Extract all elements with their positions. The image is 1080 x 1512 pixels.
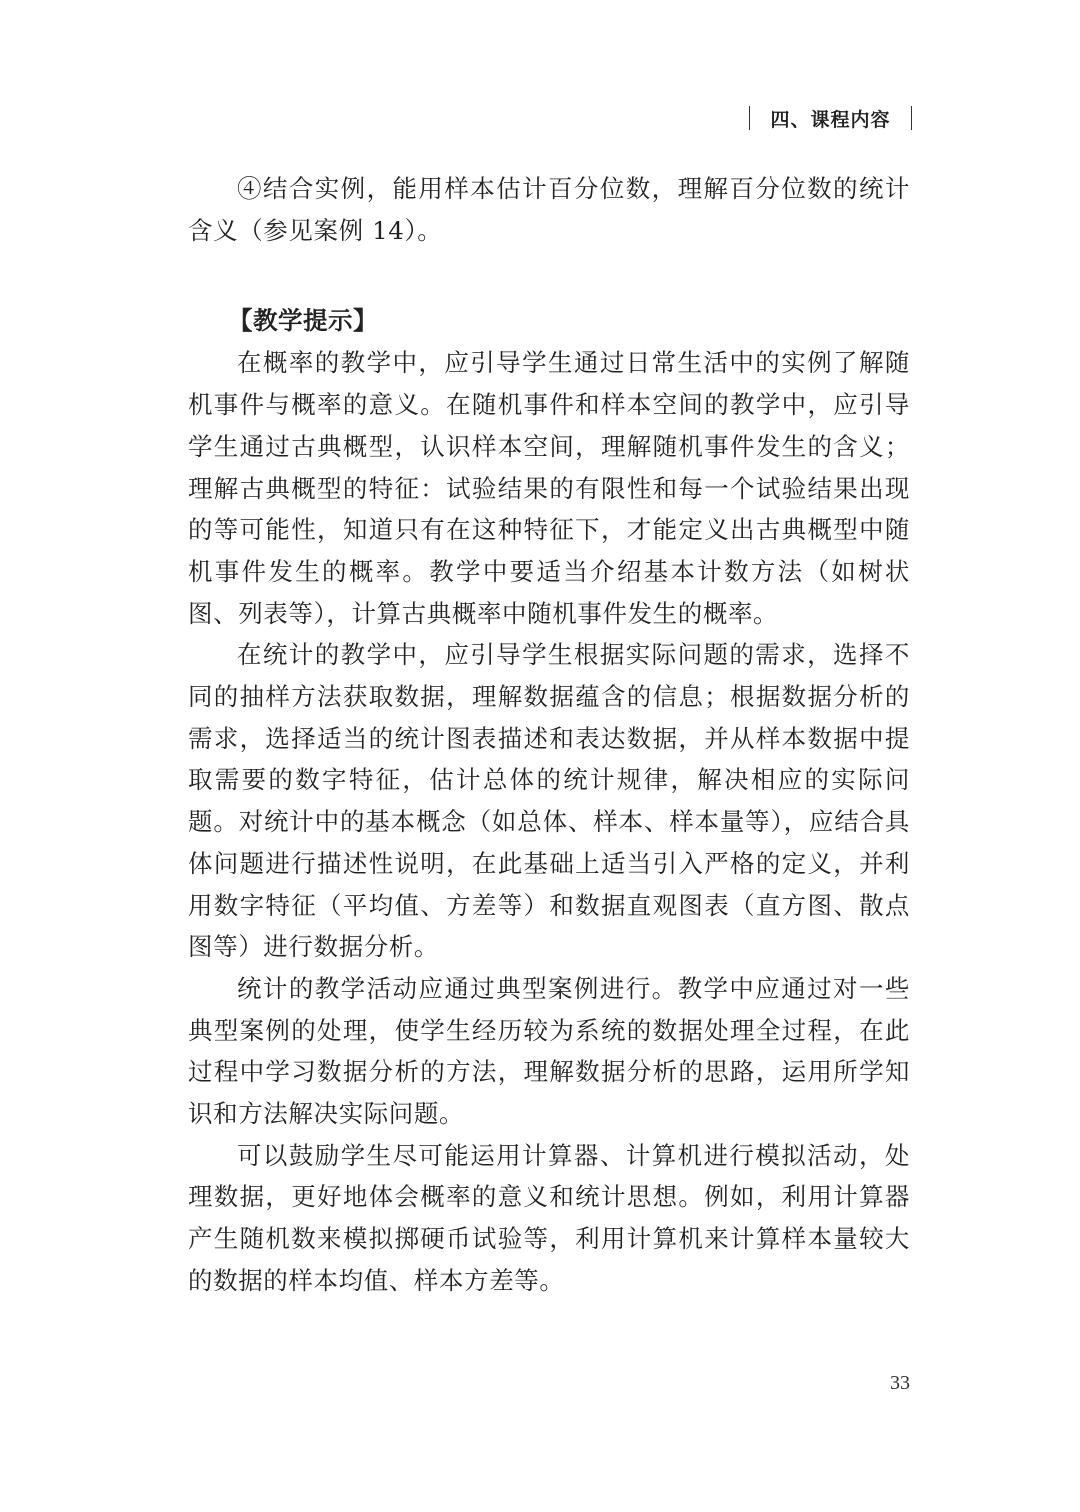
section-heading: 【教学提示】 (228, 306, 378, 336)
section-title: 四、课程内容 (770, 108, 891, 131)
page-number: 33 (890, 1372, 910, 1394)
running-header (749, 104, 912, 132)
paragraph-simulation: 可以鼓励学生尽可能运用计算器、计算机进行模拟活动，处理数据，更好地体会概率的意义和统计思想。例如，利用计算器产生随机数来模拟掷硬币试验等，利用计算机来计算样本量较大的数据的样本均值、样本方差等。 (188, 1140, 910, 1295)
intro-paragraph: ④结合实例，能用样本估计百分位数，理解百分位数的统计含义（参见案例 14）。 (188, 174, 910, 245)
page-body (188, 168, 910, 1302)
paragraph-probability: 在概率的教学中，应引导学生通过日常生活中的实例了解随机事件与概率的意义。在随机事件和样本空间的教学中，应引导学生通过古典概型，认识样本空间，理解随机事件发生的含义；理解古典概型的特征：试验结果的有限性和每一个试验结果出现的等可能性，知道只有在这种特征下，才能定义出古典概型中随机事件发生的概率。教学中要适当介绍基本计数方法（如树状图、列表等），计算古典概率中随机事件发生的概率。 (188, 348, 910, 628)
paragraph-case-study: 统计的教学活动应通过典型案例进行。教学中应通过对一些典型案例的处理，使学生经历较为系统的数据处理全过程，在此过程中学习数据分析的方法，理解数据分析的思路，运用所学知识和方法解决实际问题。 (188, 973, 910, 1129)
header-right-rule (911, 106, 913, 130)
paragraph-statistics: 在统计的教学中，应引导学生根据实际问题的需求，选择不同的抽样方法获取数据，理解数据蕴含的信息；根据数据分析的需求，选择适当的统计图表描述和表达数据，并从样本数据中提取需要的数字特征，估计总体的统计规律，解决相应的实际问题。对统计中的基本概念（如总体、样本、样本量等），应结合具体问题进行描述性说明，在此基础上适当引入严格的定义，并利用数字特征（平均值、方差等）和数据直观图表（直方图、散点图等）进行数据分析。 (188, 640, 910, 962)
